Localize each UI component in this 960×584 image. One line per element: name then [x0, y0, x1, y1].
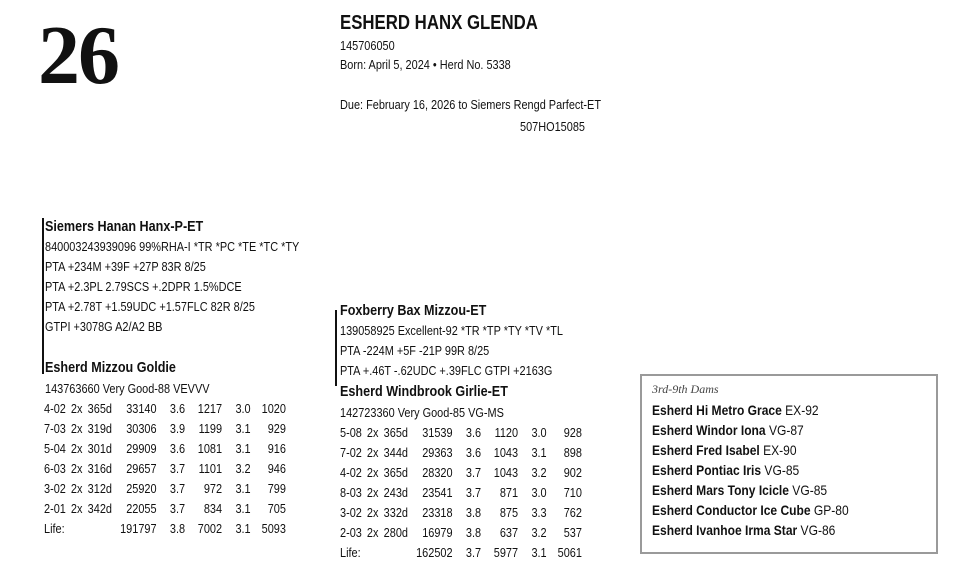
lactation-record: 2-01 2x 342d 22055 3.7 834 3.1 705 [44, 501, 286, 516]
maternal-grandsire-info [340, 321, 605, 381]
dam-records [44, 399, 332, 539]
mgs-line: PTA -224M +5F -21P 99R 8/25 [340, 343, 490, 358]
lactation-record: 3-02 2x 312d 25920 3.7 972 3.1 799 [44, 481, 286, 496]
lactation-record: 2-03 2x 280d 16979 3.8 637 3.2 537 [340, 525, 582, 540]
dam-entry: Esherd Conductor Ice Cube GP-80 [652, 502, 849, 518]
lifetime-record: Life: 162502 3.7 5977 3.1 5061 [340, 545, 582, 560]
lactation-record: 4-02 2x 365d 33140 3.6 1217 3.0 1020 [44, 401, 286, 416]
granddam-records [340, 423, 628, 563]
dam-entry: Esherd Ivanhoe Irma Star VG-86 [652, 522, 836, 538]
service-sire-code: 507HO15085 [520, 119, 585, 134]
sire-name: Siemers Hanan Hanx-P-ET [45, 218, 204, 235]
dams-box [640, 374, 938, 554]
sire-line: GTPI +3078G A2/A2 BB [45, 319, 163, 334]
dam-entry: Esherd Hi Metro Grace EX-92 [652, 402, 819, 418]
dam-classification: 143763660 Very Good-88 VEVVV [45, 381, 210, 396]
sire-line: 840003243939096 99%RHA-I *TR *PC *TE *TC *TY [45, 239, 300, 254]
due-line: Due: February 16, 2026 to Siemers Rengd Parfect-ET [340, 97, 602, 112]
lactation-record: 5-04 2x 301d 29909 3.6 1081 3.1 916 [44, 441, 286, 456]
lactation-record: 7-02 2x 344d 29363 3.6 1043 3.1 898 [340, 445, 582, 460]
granddam-name: Esherd Windbrook Girlie-ET [340, 383, 508, 400]
lot-number: 26 [38, 9, 118, 102]
sire-line: PTA +2.3PL 2.79SCS +.2DPR 1.5%DCE [45, 279, 242, 294]
registration-number: 145706050 [340, 38, 395, 53]
pedigree-line [335, 310, 337, 386]
sire-info [45, 237, 348, 337]
pedigree-line [42, 218, 44, 374]
lactation-record: 6-03 2x 316d 29657 3.7 1101 3.2 946 [44, 461, 286, 476]
lactation-record: 5-08 2x 365d 31539 3.6 1120 3.0 928 [340, 425, 582, 440]
mgs-line: 139058925 Excellent-92 *TR *TP *TY *TV *TL [340, 323, 563, 338]
dam-entry: Esherd Mars Tony Icicle VG-85 [652, 482, 828, 498]
sire-line: PTA +234M +39F +27P 83R 8/25 [45, 259, 206, 274]
lactation-record: 8-03 2x 243d 23541 3.7 871 3.0 710 [340, 485, 582, 500]
lifetime-record: Life: 191797 3.8 7002 3.1 5093 [44, 521, 286, 536]
granddam-classification: 142723360 Very Good-85 VG-MS [340, 405, 504, 420]
dam-entry: Esherd Fred Isabel EX-90 [652, 442, 797, 458]
dam-entry: Esherd Windor Iona VG-87 [652, 422, 804, 438]
maternal-grandsire-name: Foxberry Bax Mizzou-ET [340, 302, 487, 319]
dam-name: Esherd Mizzou Goldie [45, 359, 176, 376]
born-line: Born: April 5, 2024 • Herd No. 5338 [340, 57, 511, 72]
dams-box-heading: 3rd-9th Dams [652, 382, 719, 396]
sire-line: PTA +2.78T +1.59UDC +1.57FLC 82R 8/25 [45, 299, 255, 314]
mgs-line: PTA +.46T -.62UDC +.39FLC GTPI +2163G [340, 363, 553, 378]
lactation-record: 3-02 2x 332d 23318 3.8 875 3.3 762 [340, 505, 582, 520]
lactation-record: 4-02 2x 365d 28320 3.7 1043 3.2 902 [340, 465, 582, 480]
animal-name: ESHERD HANX GLENDA [340, 12, 538, 34]
dam-entry: Esherd Pontiac Iris VG-85 [652, 462, 800, 478]
lactation-record: 7-03 2x 319d 30306 3.9 1199 3.1 929 [44, 421, 286, 436]
